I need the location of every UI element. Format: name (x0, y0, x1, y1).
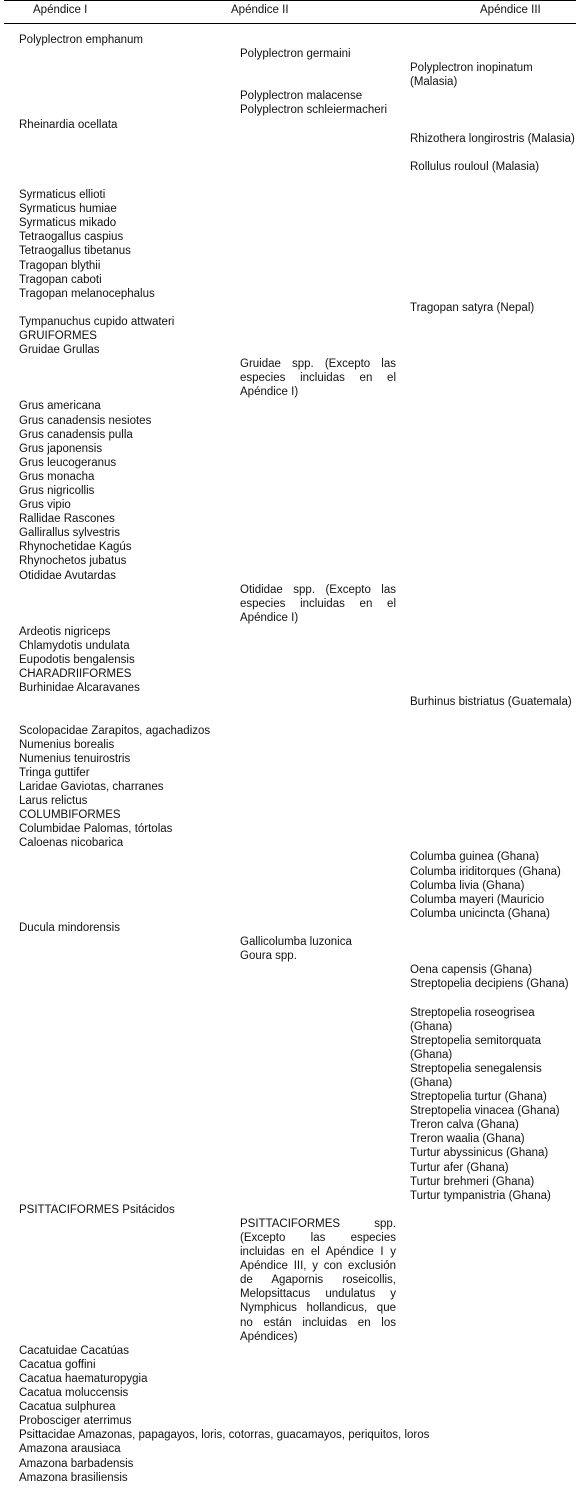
appendix-1-cell: COLUMBIFORMES (19, 809, 121, 822)
table-row (0, 879, 581, 893)
appendix-2-cell: Otididae spp. (Excepto las especies incluidas en el Apéndice I) (240, 583, 396, 624)
appendix-3-cell: Columba mayeri (Mauricio (410, 893, 545, 906)
table-row (0, 1104, 581, 1118)
appendix-1-cell: Rhynochetidae Kagús (19, 541, 132, 554)
appendix-1-cell: Amazona barbadensis (19, 1457, 134, 1470)
table-row (0, 33, 581, 47)
table-row (0, 61, 581, 89)
table-row (0, 977, 581, 1005)
table-row (0, 1344, 581, 1358)
appendix-2-cell: Goura spp. (240, 950, 297, 963)
table-row (0, 118, 581, 132)
appendix-1-cell: Numenius tenuirostris (19, 752, 131, 765)
table-row (0, 639, 581, 653)
appendix-1-cell: Rallidae Rascones (19, 513, 115, 526)
appendix-1-cell: CHARADRIIFORMES (19, 668, 132, 681)
appendix-1-cell: Rhynochetos jubatus (19, 555, 127, 568)
appendix-3-cell: Streptopelia senegalensis (Ghana) (410, 1062, 542, 1089)
header-appendix-2: Apéndice II (231, 4, 289, 16)
table-row (0, 428, 581, 442)
appendix-1-cell: Eupodotis bengalensis (19, 654, 135, 667)
table-row (0, 822, 581, 836)
table-row (0, 1217, 581, 1344)
appendix-1-cell: Ardeotis nigriceps (19, 625, 111, 638)
table-row (0, 1175, 581, 1189)
appendix-1-cell: Tetraogallus tibetanus (19, 245, 131, 258)
table-row (0, 1146, 581, 1160)
table-row (0, 498, 581, 512)
appendix-3-cell: Streptopelia decipiens (Ghana) (410, 978, 569, 991)
table-row (0, 1062, 581, 1090)
table-row (0, 780, 581, 794)
appendix-3-cell: Tragopan satyra (Nepal) (410, 301, 535, 314)
appendix-3-cell: Turtur brehmeri (Ghana) (410, 1175, 535, 1188)
header-appendix-1: Apéndice I (33, 4, 88, 16)
appendix-1-cell: Cacatuidae Cacatúas (19, 1344, 129, 1357)
table-row (0, 836, 581, 850)
appendix-1-cell: Grus monacha (19, 470, 95, 483)
table-row (0, 1471, 581, 1485)
appendix-1-cell: Syrmaticus ellioti (19, 189, 106, 202)
table-row (0, 315, 581, 329)
appendix-1-cell: Cacatua moluccensis (19, 1387, 129, 1400)
table-row (0, 414, 581, 428)
table-row (0, 47, 581, 61)
table-row (0, 273, 581, 287)
table-row (0, 681, 581, 695)
table-row (0, 301, 581, 315)
appendix-1-cell: Chlamydotis undulata (19, 640, 130, 653)
table-row (0, 540, 581, 554)
table-row (0, 583, 581, 625)
table-row (0, 738, 581, 752)
table-row (0, 526, 581, 540)
table-row (0, 1442, 581, 1456)
table-row (0, 484, 581, 498)
table-row (0, 921, 581, 935)
table-row (0, 287, 581, 301)
appendix-3-cell: Columba livia (Ghana) (410, 879, 525, 892)
table-row (0, 202, 581, 216)
table-row (0, 808, 581, 822)
appendix-2-cell: Gallicolumba luzonica (240, 936, 352, 949)
appendix-1-cell: Grus americana (19, 400, 101, 413)
appendix-3-cell: Columba guinea (Ghana) (410, 851, 540, 864)
table-row (0, 1189, 581, 1203)
table-row (0, 949, 581, 963)
appendix-1-cell: PSITTACIFORMES Psitácidos (19, 1203, 175, 1216)
table-row (0, 963, 581, 977)
appendix-3-cell: Turtur afer (Ghana) (410, 1161, 509, 1174)
appendix-1-cell: Gruidae Grullas (19, 344, 100, 357)
table-row (0, 188, 581, 202)
appendix-3-cell: Turtur tympanistria (Ghana) (410, 1189, 551, 1202)
table-row (0, 1372, 581, 1386)
appendix-1-cell: Columbidae Palomas, tórtolas (19, 823, 173, 836)
appendix-1-cell: Psittacidae Amazonas, papagayos, loris, cotorras, guacamayos, periquitos, loros (19, 1429, 430, 1442)
appendix-1-cell: Grus canadensis pulla (19, 428, 133, 441)
table-row (0, 230, 581, 244)
appendix-1-cell: Tragopan caboti (19, 273, 102, 286)
table-row (0, 399, 581, 413)
appendix-1-cell: Grus leucogeranus (19, 456, 117, 469)
table-row (0, 865, 581, 879)
appendix-3-cell: Polyplectron inopinatum (Malasia) (410, 62, 533, 89)
table-row (0, 695, 581, 723)
table-row (0, 1457, 581, 1471)
appendix-1-cell: Polyplectron emphanum (19, 34, 144, 46)
appendix-1-cell: Cacatua goffini (19, 1358, 96, 1371)
appendix-1-cell: Numenius borealis (19, 738, 115, 751)
appendix-1-cell: Grus vipio (19, 499, 71, 512)
appendix-2-cell: PSITTACIFORMES spp. (Excepto las especies incluidas en el Apéndice I y Apéndice III, y con exclusión de Agapornis roseicollis, Melopsittacus undulatus y Nymphicus hollandicus, que no están incluidas en los Apéndices) (240, 1217, 396, 1343)
table-row (0, 752, 581, 766)
table-row (0, 1034, 581, 1062)
appendix-3-cell: Treron calva (Ghana) (410, 1119, 519, 1132)
table-row (0, 935, 581, 949)
table-row (0, 216, 581, 230)
table-row (0, 1428, 581, 1442)
appendix-1-cell: Tetraogallus caspius (19, 231, 124, 244)
table-row (0, 667, 581, 681)
table-row (0, 1386, 581, 1400)
table-row (0, 625, 581, 639)
appendix-1-cell: Amazona arausiaca (19, 1443, 121, 1456)
table-row (0, 766, 581, 780)
appendix-3-cell: Streptopelia semitorquata (Ghana) (410, 1034, 542, 1061)
table-row (0, 456, 581, 470)
appendix-1-cell: Probosciger aterrimus (19, 1415, 132, 1428)
table-row (0, 1203, 581, 1217)
appendix-1-cell: Tragopan melanocephalus (19, 287, 155, 300)
table-row (0, 569, 581, 583)
table-row (0, 343, 581, 357)
appendix-1-cell: Gallirallus sylvestris (19, 527, 120, 540)
species-table-body (0, 33, 581, 1485)
appendix-3-cell: Rhizothera longirostris (Malasia) (410, 132, 575, 145)
appendix-1-cell: Tragopan blythii (19, 259, 101, 272)
table-row (0, 103, 581, 117)
table-row (0, 1358, 581, 1372)
table-row (0, 653, 581, 667)
table-row (0, 1400, 581, 1414)
appendix-2-cell: Polyplectron malacense (240, 90, 363, 103)
table-row (0, 724, 581, 738)
appendix-1-cell: Grus canadensis nesiotes (19, 414, 152, 427)
table-header (4, 0, 576, 24)
appendix-1-cell: Laridae Gaviotas, charranes (19, 781, 164, 793)
appendix-3-cell: Burhinus bistriatus (Guatemala) (410, 696, 572, 709)
appendix-1-cell: Tringa guttifer (19, 766, 90, 779)
table-row (0, 1132, 581, 1146)
appendix-1-cell: Amazona brasiliensis (19, 1471, 128, 1484)
appendix-1-cell: Caloenas nicobarica (19, 837, 124, 850)
appendix-1-cell: Scolopacidae Zarapitos, agachadizos (19, 724, 211, 737)
header-appendix-3: Apéndice III (480, 4, 541, 16)
table-row (0, 329, 581, 343)
appendix-1-cell: Ducula mindorensis (19, 921, 120, 934)
table-row (0, 442, 581, 456)
table-row (0, 1006, 581, 1034)
appendix-1-cell: Syrmaticus mikado (19, 217, 117, 230)
appendix-1-cell: Tympanuchus cupido attwateri (19, 315, 175, 328)
table-row (0, 1090, 581, 1104)
appendix-1-cell: Cacatua sulphurea (19, 1401, 116, 1414)
appendix-1-cell: Syrmaticus humiae (19, 203, 117, 216)
appendix-2-cell: Gruidae spp. (Excepto las especies incluidas en el Apéndice I) (240, 358, 396, 399)
table-row (0, 174, 581, 188)
appendix-2-cell: Polyplectron schleiermacheri (240, 104, 388, 117)
appendix-1-cell: Rheinardia ocellata (19, 118, 118, 131)
appendix-3-cell: Turtur abyssinicus (Ghana) (410, 1147, 549, 1160)
appendix-3-cell: Columba iriditorques (Ghana) (410, 865, 561, 878)
appendix-1-cell: Grus nigricollis (19, 485, 95, 498)
table-row (0, 554, 581, 568)
table-row (0, 89, 581, 103)
appendix-1-cell: GRUIFORMES (19, 329, 97, 342)
appendix-1-cell: Cacatua haematuropygia (19, 1372, 148, 1385)
appendix-1-cell: Burhinidae Alcaravanes (19, 682, 140, 695)
table-row (0, 1118, 581, 1132)
table-row (0, 132, 581, 160)
table-row (0, 512, 581, 526)
table-row (0, 1414, 581, 1428)
table-row (0, 1161, 581, 1175)
table-row (0, 850, 581, 864)
table-row (0, 259, 581, 273)
appendix-1-cell: Larus relictus (19, 795, 88, 808)
table-row (0, 160, 581, 174)
appendix-1-cell: Otididae Avutardas (19, 569, 116, 582)
appendix-3-cell: Streptopelia roseogrisea (Ghana) (410, 1006, 535, 1033)
appendix-3-cell: Streptopelia turtur (Ghana) (410, 1091, 547, 1104)
appendix-3-cell: Columba unicincta (Ghana) (410, 907, 550, 920)
appendix-3-cell: Treron waalia (Ghana) (410, 1133, 525, 1146)
table-row (0, 907, 581, 921)
table-row (0, 893, 581, 907)
appendix-1-cell: Grus japonensis (19, 442, 103, 455)
appendix-3-cell: Rollulus rouloul (Malasia) (410, 160, 540, 173)
appendix-3-cell: Streptopelia vinacea (Ghana) (410, 1105, 560, 1118)
table-row (0, 244, 581, 258)
table-row (0, 794, 581, 808)
table-row (0, 470, 581, 484)
appendix-3-cell: Oena capensis (Ghana) (410, 964, 533, 977)
table-row (0, 357, 581, 399)
appendix-2-cell: Polyplectron germaini (240, 48, 351, 61)
